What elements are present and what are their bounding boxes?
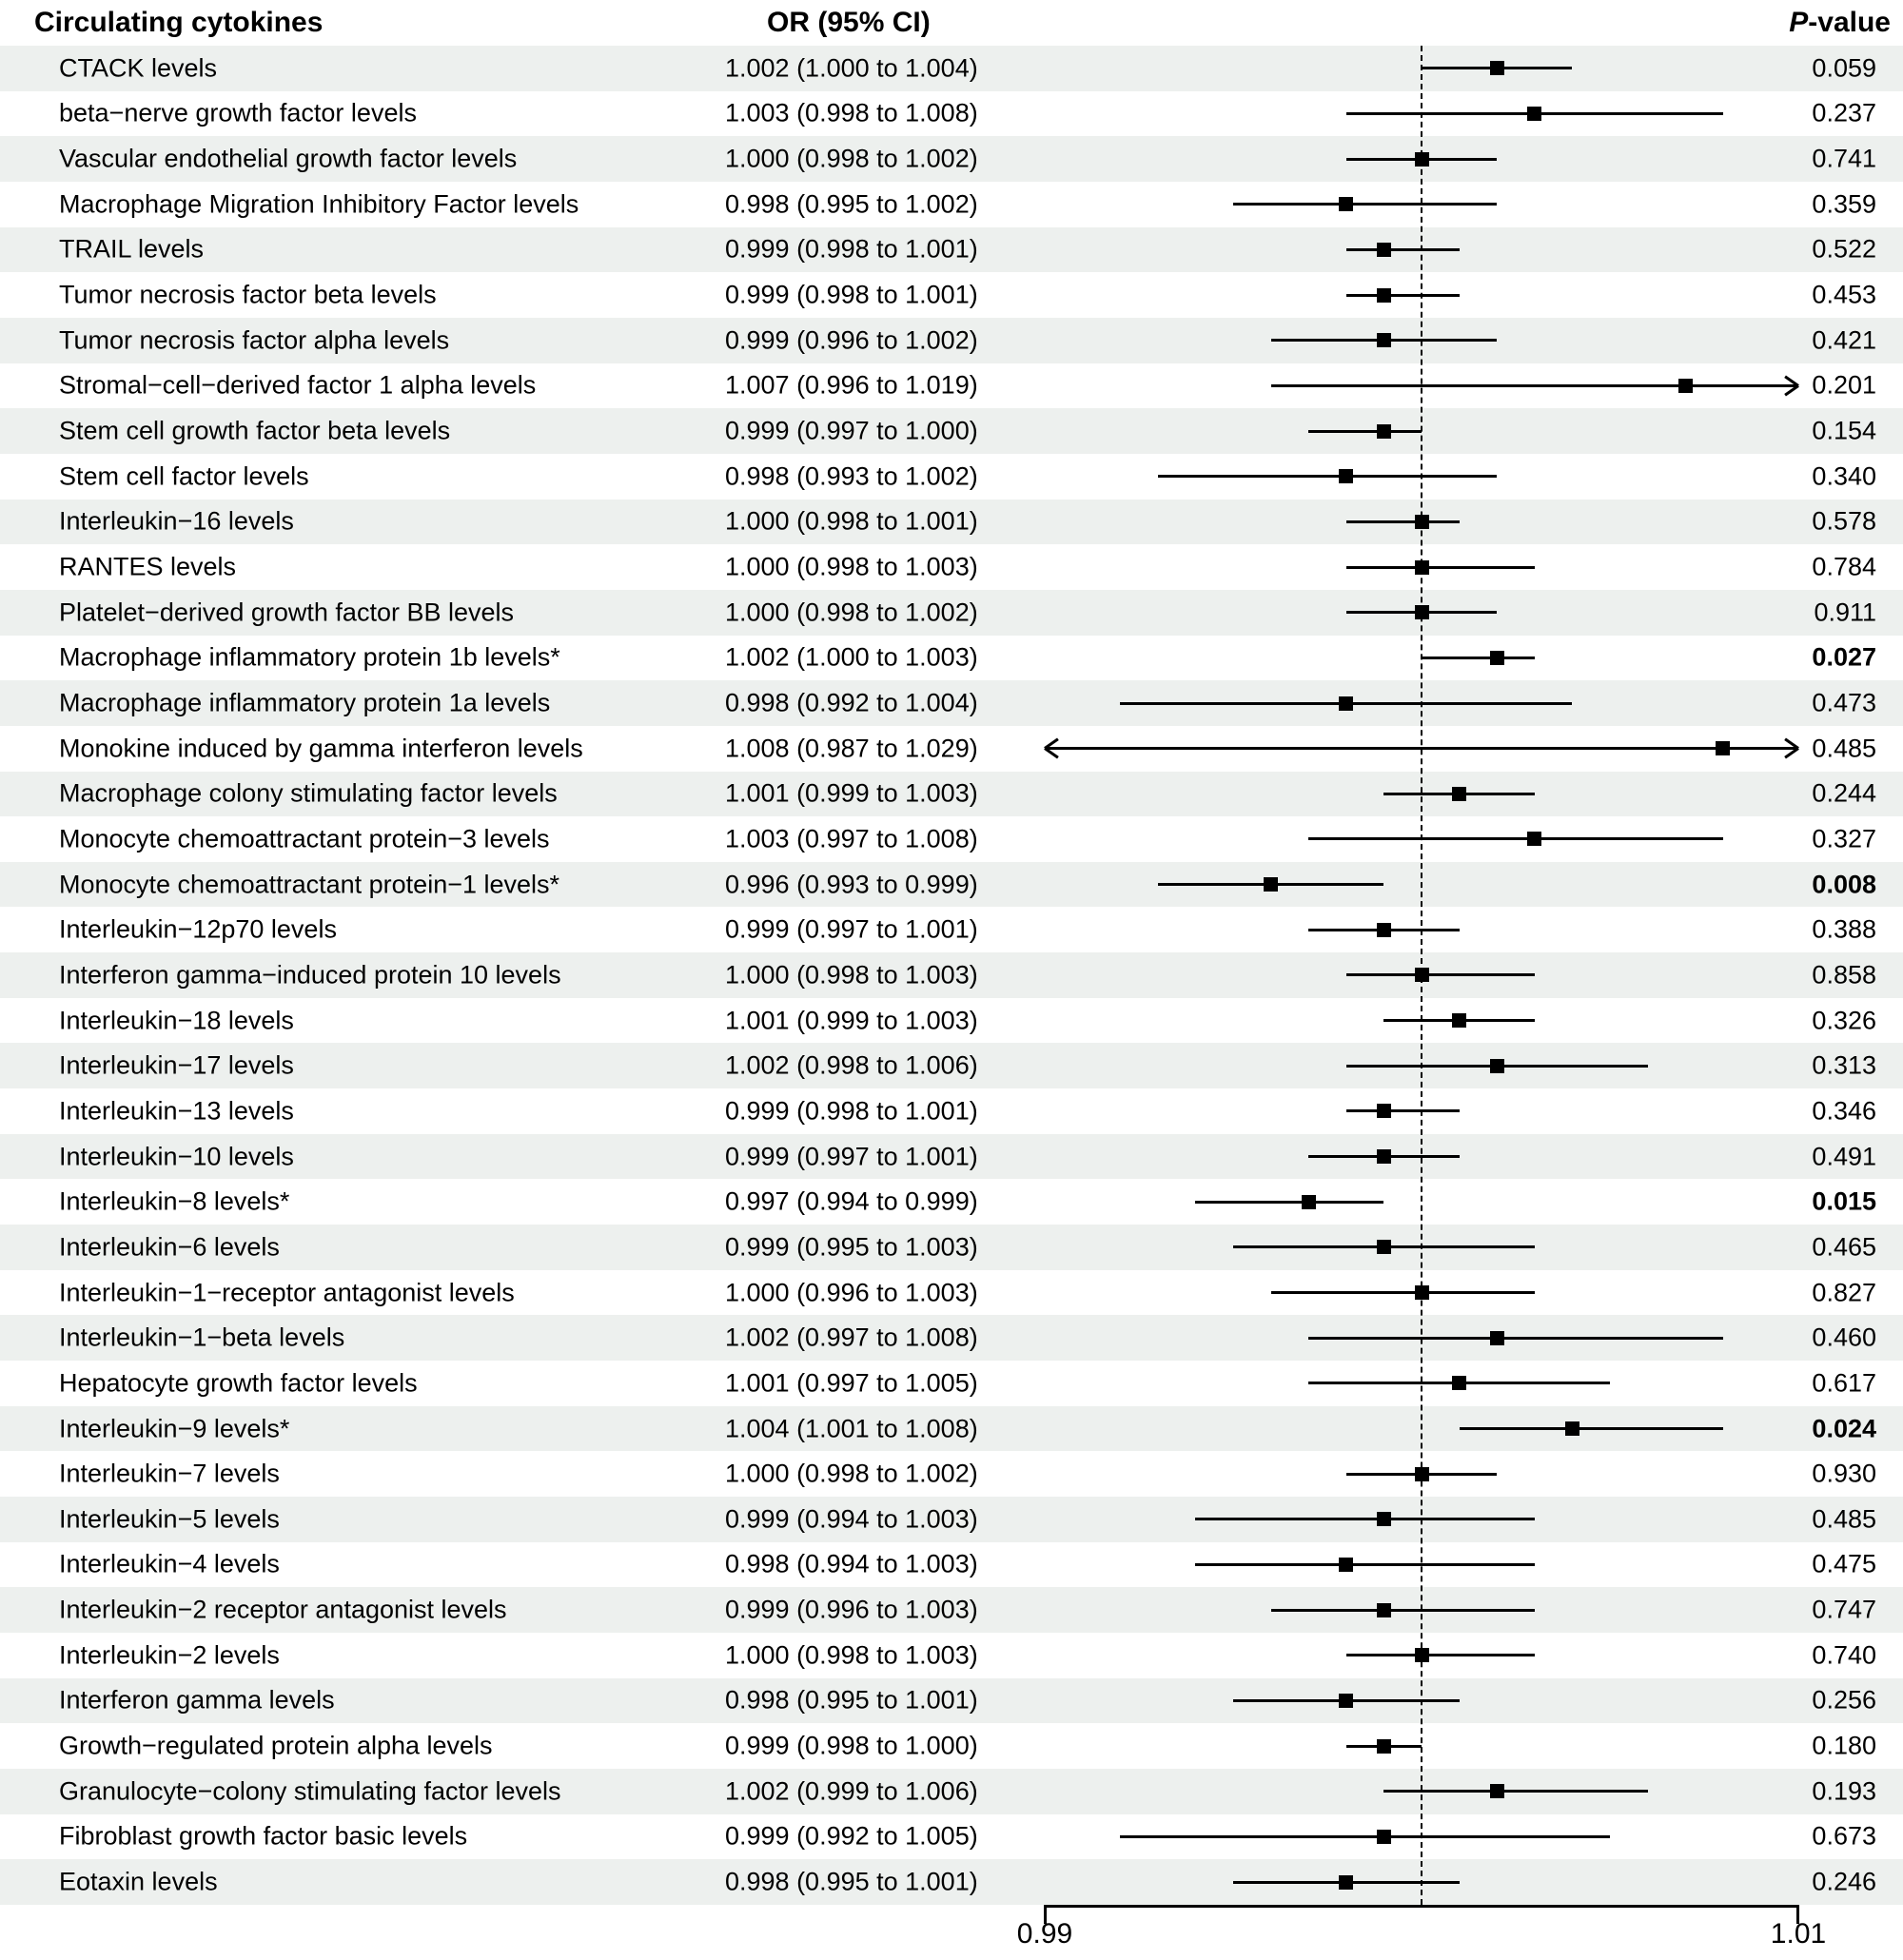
p-value-text: 0.617 (1812, 1368, 1876, 1398)
or-point-marker (1377, 1603, 1391, 1617)
p-value-text: 0.256 (1812, 1685, 1876, 1715)
p-value-text: 0.027 (1812, 642, 1876, 672)
forest-row (0, 500, 1903, 545)
x-axis-label-min: 0.99 (1016, 1918, 1073, 1950)
row-label: Interleukin−17 levels (59, 1050, 294, 1080)
row-label: CTACK levels (59, 53, 218, 83)
or-point-marker (1377, 1240, 1391, 1254)
row-label: Growth−regulated protein alpha levels (59, 1731, 493, 1760)
forest-row (0, 136, 1903, 182)
or-ci-text: 1.000 (0.998 to 1.003) (725, 1640, 978, 1670)
forest-row (0, 1225, 1903, 1270)
ci-line (1195, 1201, 1383, 1204)
or-ci-text: 1.000 (0.998 to 1.002) (725, 144, 978, 173)
or-point-marker (1716, 741, 1730, 755)
or-ci-text: 1.008 (0.987 to 1.029) (725, 734, 978, 763)
x-axis-line (1044, 1905, 1799, 1908)
row-label: TRAIL levels (59, 234, 205, 264)
forest-row (0, 907, 1903, 952)
p-value-text: 0.522 (1812, 234, 1876, 264)
p-value-text: 0.673 (1812, 1821, 1876, 1851)
or-point-marker (1302, 1195, 1316, 1209)
forest-row (0, 998, 1903, 1044)
row-label: beta−nerve growth factor levels (59, 98, 417, 127)
or-point-marker (1565, 1421, 1579, 1436)
row-label: Interleukin−8 levels* (59, 1186, 290, 1216)
p-value-text: 0.911 (1814, 598, 1876, 627)
forest-row (0, 1769, 1903, 1814)
forest-row (0, 1678, 1903, 1724)
row-label: Macrophage inflammatory protein 1b levels* (59, 642, 560, 672)
or-ci-text: 0.999 (0.996 to 1.002) (725, 325, 978, 355)
or-point-marker (1490, 1784, 1504, 1798)
or-ci-text: 0.999 (0.997 to 1.001) (725, 914, 978, 944)
p-value-suffix: -value (1808, 7, 1891, 38)
or-point-marker (1377, 1739, 1391, 1754)
row-label: Stromal−cell−derived factor 1 alpha levels (59, 370, 537, 400)
or-ci-text: 0.999 (0.998 to 1.000) (725, 1731, 978, 1760)
p-value-text: 0.008 (1812, 870, 1876, 899)
or-point-marker (1377, 1104, 1391, 1118)
x-axis-label-max: 1.01 (1770, 1918, 1827, 1950)
or-ci-text: 0.998 (0.995 to 1.002) (725, 189, 978, 219)
ci-line (1308, 1337, 1723, 1340)
row-label: Interleukin−7 levels (59, 1459, 280, 1488)
forest-row (0, 1497, 1903, 1542)
p-value-text: 0.491 (1812, 1142, 1876, 1171)
or-ci-text: 1.000 (0.998 to 1.002) (725, 1459, 978, 1488)
p-value-text: 0.465 (1812, 1232, 1876, 1262)
p-value-text: 0.154 (1812, 416, 1876, 445)
row-label: Stem cell growth factor beta levels (59, 416, 451, 445)
forest-row (0, 726, 1903, 772)
row-label: Interleukin−6 levels (59, 1232, 280, 1262)
forest-row (0, 816, 1903, 862)
row-label: Fibroblast growth factor basic levels (59, 1821, 468, 1851)
p-value-text: 0.244 (1812, 778, 1876, 808)
reference-line-1.00 (1421, 46, 1422, 1905)
p-value-text: 0.578 (1812, 506, 1876, 536)
or-ci-text: 1.000 (0.998 to 1.002) (725, 598, 978, 627)
or-point-marker (1490, 651, 1504, 665)
or-ci-text: 0.999 (0.992 to 1.005) (725, 1821, 978, 1851)
p-value-text: 0.359 (1812, 189, 1876, 219)
forest-row (0, 1406, 1903, 1452)
forest-row (0, 408, 1903, 454)
forest-row (0, 1723, 1903, 1769)
forest-row (0, 1270, 1903, 1316)
p-value-text: 0.473 (1812, 688, 1876, 717)
or-ci-text: 1.000 (0.998 to 1.003) (725, 960, 978, 990)
row-label: Vascular endothelial growth factor levels (59, 144, 518, 173)
p-value-text: 0.024 (1812, 1414, 1876, 1443)
column-header-cytokines: Circulating cytokines (34, 7, 324, 38)
p-value-text: 0.740 (1812, 1640, 1876, 1670)
forest-row (0, 1587, 1903, 1633)
row-label: Tumor necrosis factor alpha levels (59, 325, 450, 355)
or-ci-text: 1.004 (1.001 to 1.008) (725, 1414, 978, 1443)
or-point-marker (1490, 1059, 1504, 1073)
row-label: Tumor necrosis factor beta levels (59, 280, 437, 309)
p-value-text: 0.475 (1812, 1549, 1876, 1578)
row-label: Interleukin−2 receptor antagonist levels (59, 1595, 507, 1624)
forest-row (0, 1633, 1903, 1678)
or-ci-text: 1.001 (0.999 to 1.003) (725, 1006, 978, 1035)
forest-row (0, 590, 1903, 636)
ci-line (1271, 384, 1798, 387)
or-point-marker (1377, 288, 1391, 303)
or-point-marker (1527, 832, 1541, 846)
or-ci-text: 0.999 (0.998 to 1.001) (725, 280, 978, 309)
or-point-marker (1678, 379, 1693, 393)
p-value-text: 0.930 (1812, 1459, 1876, 1488)
forest-row (0, 1088, 1903, 1134)
forest-row (0, 1043, 1903, 1088)
forest-row (0, 1542, 1903, 1588)
or-point-marker (1377, 333, 1391, 347)
or-ci-text: 0.999 (0.998 to 1.001) (725, 234, 978, 264)
p-value-text: 0.421 (1812, 325, 1876, 355)
or-point-marker (1452, 1013, 1466, 1028)
ci-line (1346, 248, 1460, 251)
forest-row (0, 1814, 1903, 1860)
row-label: Macrophage inflammatory protein 1a levels (59, 688, 551, 717)
or-point-marker (1377, 1149, 1391, 1164)
p-value-text: 0.201 (1812, 370, 1876, 400)
ci-line (1346, 1654, 1535, 1656)
row-label: Interleukin−10 levels (59, 1142, 294, 1171)
p-value-text: 0.327 (1812, 824, 1876, 853)
row-label: Monocyte chemoattractant protein−1 levels* (59, 870, 560, 899)
or-point-marker (1339, 1875, 1353, 1890)
ci-line (1195, 1563, 1534, 1566)
or-ci-text: 1.002 (0.998 to 1.006) (725, 1050, 978, 1080)
or-ci-text: 0.998 (0.995 to 1.001) (725, 1685, 978, 1715)
p-value-text: 0.858 (1812, 960, 1876, 990)
ci-line (1346, 566, 1535, 569)
ci-line (1233, 203, 1497, 206)
or-ci-text: 1.001 (0.999 to 1.003) (725, 778, 978, 808)
or-ci-text: 0.999 (0.997 to 1.001) (725, 1142, 978, 1171)
row-label: Eotaxin levels (59, 1867, 218, 1896)
ci-line (1346, 1109, 1460, 1112)
ci-line (1195, 1518, 1534, 1520)
or-point-marker (1339, 1558, 1353, 1572)
p-value-text: 0.237 (1812, 98, 1876, 127)
forest-row (0, 91, 1903, 137)
row-label: Interleukin−2 levels (59, 1640, 280, 1670)
or-ci-text: 1.007 (0.996 to 1.019) (725, 370, 978, 400)
p-value-italic-p: P (1789, 7, 1809, 38)
row-label: Granulocyte−colony stimulating factor levels (59, 1776, 561, 1806)
or-ci-text: 0.999 (0.995 to 1.003) (725, 1232, 978, 1262)
row-label: Platelet−derived growth factor BB levels (59, 598, 514, 627)
or-point-marker (1527, 107, 1541, 121)
row-label: Interleukin−4 levels (59, 1549, 280, 1578)
or-point-marker (1264, 877, 1278, 892)
or-ci-text: 0.999 (0.994 to 1.003) (725, 1504, 978, 1534)
p-value-text: 0.747 (1812, 1595, 1876, 1624)
or-ci-text: 0.998 (0.994 to 1.003) (725, 1549, 978, 1578)
or-ci-text: 1.002 (1.000 to 1.003) (725, 642, 978, 672)
or-point-marker (1490, 1331, 1504, 1345)
or-ci-text: 0.996 (0.993 to 0.999) (725, 870, 978, 899)
or-point-marker (1452, 1376, 1466, 1390)
or-ci-text: 0.999 (0.998 to 1.001) (725, 1096, 978, 1126)
forest-row (0, 454, 1903, 500)
row-label: Interleukin−13 levels (59, 1096, 294, 1126)
p-value-text: 0.326 (1812, 1006, 1876, 1035)
ci-line (1346, 520, 1460, 523)
forest-row (0, 363, 1903, 409)
p-value-text: 0.340 (1812, 461, 1876, 491)
or-ci-text: 1.003 (0.997 to 1.008) (725, 824, 978, 853)
ci-line (1422, 657, 1535, 659)
forest-row (0, 272, 1903, 318)
row-label: Interleukin−5 levels (59, 1504, 280, 1534)
row-label: Interleukin−12p70 levels (59, 914, 337, 944)
or-ci-text: 1.000 (0.998 to 1.001) (725, 506, 978, 536)
p-value-text: 0.485 (1812, 1504, 1876, 1534)
or-point-marker (1339, 696, 1353, 711)
row-label: Interleukin−1−receptor antagonist levels (59, 1278, 515, 1307)
forest-row (0, 680, 1903, 726)
ci-line (1346, 973, 1535, 976)
forest-row (0, 318, 1903, 363)
p-value-text: 0.827 (1812, 1278, 1876, 1307)
ci-line (1308, 430, 1422, 433)
or-point-marker (1490, 61, 1504, 75)
p-value-text: 0.246 (1812, 1867, 1876, 1896)
or-ci-text: 1.002 (0.999 to 1.006) (725, 1776, 978, 1806)
or-point-marker (1339, 1694, 1353, 1708)
p-value-text: 0.784 (1812, 552, 1876, 581)
row-label: RANTES levels (59, 552, 237, 581)
forest-row (0, 182, 1903, 227)
p-value-text: 0.346 (1812, 1096, 1876, 1126)
or-ci-text: 0.998 (0.993 to 1.002) (725, 461, 978, 491)
row-label: Interleukin−16 levels (59, 506, 294, 536)
column-header-p-value (1789, 0, 1891, 46)
forest-row (0, 227, 1903, 273)
or-point-marker (1377, 424, 1391, 439)
forest-row (0, 1134, 1903, 1180)
p-value-text: 0.313 (1812, 1050, 1876, 1080)
p-value-text: 0.741 (1812, 144, 1876, 173)
or-ci-text: 1.000 (0.998 to 1.003) (725, 552, 978, 581)
ci-line (1158, 475, 1497, 478)
or-point-marker (1377, 1512, 1391, 1526)
p-value-text: 0.460 (1812, 1323, 1876, 1352)
row-label: Monocyte chemoattractant protein−3 levels (59, 824, 550, 853)
or-point-marker (1377, 1830, 1391, 1844)
or-ci-text: 0.999 (0.996 to 1.003) (725, 1595, 978, 1624)
or-point-marker (1339, 469, 1353, 483)
p-value-text: 0.485 (1812, 734, 1876, 763)
p-value-text: 0.193 (1812, 1776, 1876, 1806)
forest-row (0, 1315, 1903, 1361)
or-ci-text: 1.003 (0.998 to 1.008) (725, 98, 978, 127)
row-label: Interferon gamma levels (59, 1685, 335, 1715)
p-value-text: 0.180 (1812, 1731, 1876, 1760)
row-label: Interleukin−18 levels (59, 1006, 294, 1035)
column-header-or-ci: OR (95% CI) (767, 7, 931, 38)
forest-row (0, 1179, 1903, 1225)
forest-row (0, 952, 1903, 998)
row-label: Hepatocyte growth factor levels (59, 1368, 418, 1398)
or-ci-text: 0.997 (0.994 to 0.999) (725, 1186, 978, 1216)
or-ci-text: 0.999 (0.997 to 1.000) (725, 416, 978, 445)
or-point-marker (1377, 243, 1391, 257)
row-label: Interleukin−9 levels* (59, 1414, 290, 1443)
row-label: Interleukin−1−beta levels (59, 1323, 345, 1352)
ci-line (1460, 1427, 1723, 1430)
p-value-text: 0.388 (1812, 914, 1876, 944)
or-point-marker (1339, 197, 1353, 211)
p-value-text: 0.453 (1812, 280, 1876, 309)
or-ci-text: 0.998 (0.995 to 1.001) (725, 1867, 978, 1896)
forest-row (0, 1859, 1903, 1905)
p-value-text: 0.015 (1812, 1186, 1876, 1216)
forest-row (0, 544, 1903, 590)
row-label: Macrophage colony stimulating factor levels (59, 778, 558, 808)
ci-line (1346, 294, 1460, 297)
or-ci-text: 0.998 (0.992 to 1.004) (725, 688, 978, 717)
row-label: Monokine induced by gamma interferon levels (59, 734, 583, 763)
forest-row (0, 862, 1903, 908)
forest-row (0, 1451, 1903, 1497)
or-point-marker (1377, 923, 1391, 937)
ci-line (1308, 837, 1723, 840)
ci-line (1271, 1609, 1535, 1612)
forest-rows-container (0, 46, 1903, 1905)
or-ci-text: 1.002 (0.997 to 1.008) (725, 1323, 978, 1352)
forest-row (0, 1361, 1903, 1406)
forest-row (0, 46, 1903, 91)
row-label: Stem cell factor levels (59, 461, 309, 491)
row-label: Macrophage Migration Inhibitory Factor levels (59, 189, 579, 219)
or-ci-text: 1.002 (1.000 to 1.004) (725, 53, 978, 83)
ci-line (1271, 1291, 1535, 1294)
row-label: Interferon gamma−induced protein 10 levels (59, 960, 561, 990)
or-point-marker (1452, 787, 1466, 801)
p-value-text: 0.059 (1812, 53, 1876, 83)
ci-line (1120, 1835, 1610, 1838)
forest-row (0, 772, 1903, 817)
or-ci-text: 1.000 (0.996 to 1.003) (725, 1278, 978, 1307)
or-ci-text: 1.001 (0.997 to 1.005) (725, 1368, 978, 1398)
forest-row (0, 636, 1903, 681)
ci-line (1383, 1790, 1647, 1793)
